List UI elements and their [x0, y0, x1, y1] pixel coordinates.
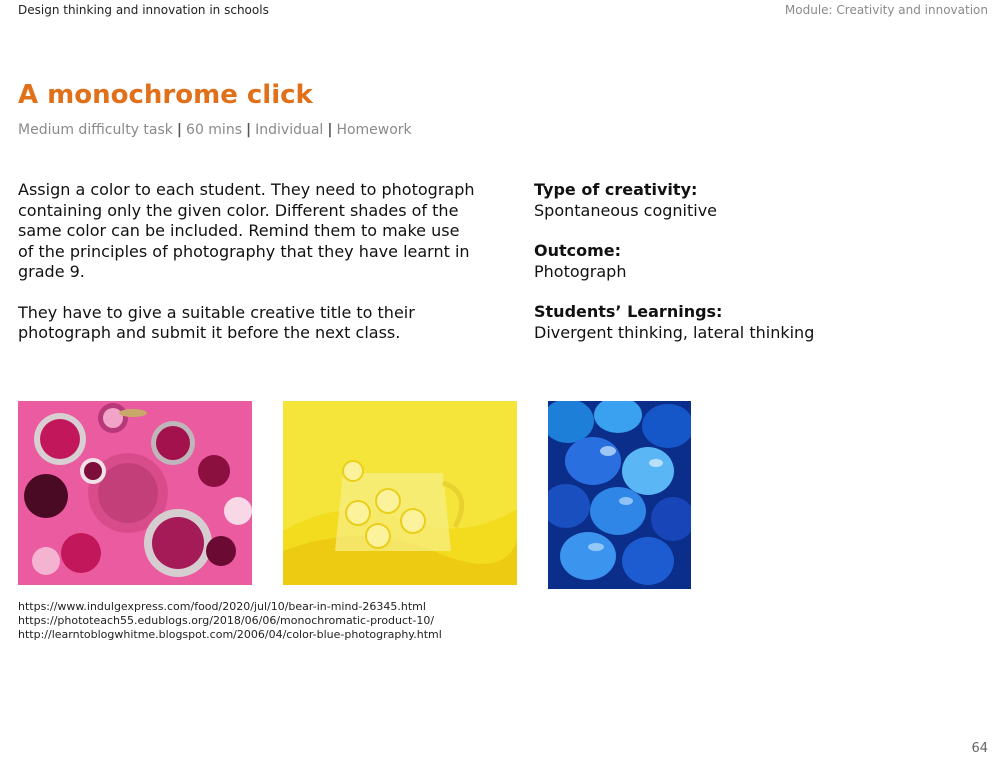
submission-paragraph: They have to give a suitable creative title to their photograph and submit it before the next class.: [18, 302, 415, 342]
type-tag: Homework: [336, 122, 412, 138]
meta-separator: |: [246, 122, 252, 138]
learnings-value: Divergent thinking, lateral thinking: [534, 322, 815, 342]
task-meta: [18, 122, 412, 138]
task-details: [534, 180, 974, 363]
instruction-paragraph: Assign a color to each student. They need to photograph containing only the given color. Different shades of the same color can be included. Remind them to make use of the principles of photography that they have learnt in grade 9.: [18, 180, 475, 281]
source-link[interactable]: https://phototeach55.edublogs.org/2018/06/06/monochromatic-product-10/: [18, 614, 435, 627]
source-link[interactable]: http://learntoblogwhitme.blogspot.com/2006/04/color-blue-photography.html: [18, 628, 442, 641]
pink-food-photo: [18, 401, 252, 585]
outcome-block: [534, 241, 974, 282]
difficulty-tag: Medium difficulty task: [18, 122, 173, 138]
grouping-tag: Individual: [255, 122, 324, 138]
creativity-label: Type of creativity:: [534, 180, 698, 199]
creativity-value: Spontaneous cognitive: [534, 200, 718, 220]
meta-separator: |: [176, 122, 183, 138]
course-title: Design thinking and innovation in schools: [18, 3, 269, 17]
learnings-label: Students’ Learnings:: [534, 302, 723, 321]
duration-tag: 60 mins: [186, 122, 242, 138]
blue-glass-photo: [548, 401, 691, 589]
learnings-block: [534, 302, 974, 343]
meta-separator: |: [327, 122, 333, 138]
creativity-block: [534, 180, 974, 221]
task-title: A monochrome click: [18, 80, 313, 110]
module-title: Module: Creativity and innovation: [784, 3, 988, 17]
task-description: [18, 180, 478, 364]
outcome-value: Photograph: [534, 261, 627, 281]
outcome-label: Outcome:: [534, 241, 622, 260]
source-link[interactable]: https://www.indulgexpress.com/food/2020/jul/10/bear-in-mind-26345.html: [18, 600, 426, 613]
source-links: [18, 600, 442, 642]
page-number: 64: [971, 741, 988, 756]
yellow-lemonade-photo: [283, 401, 517, 585]
